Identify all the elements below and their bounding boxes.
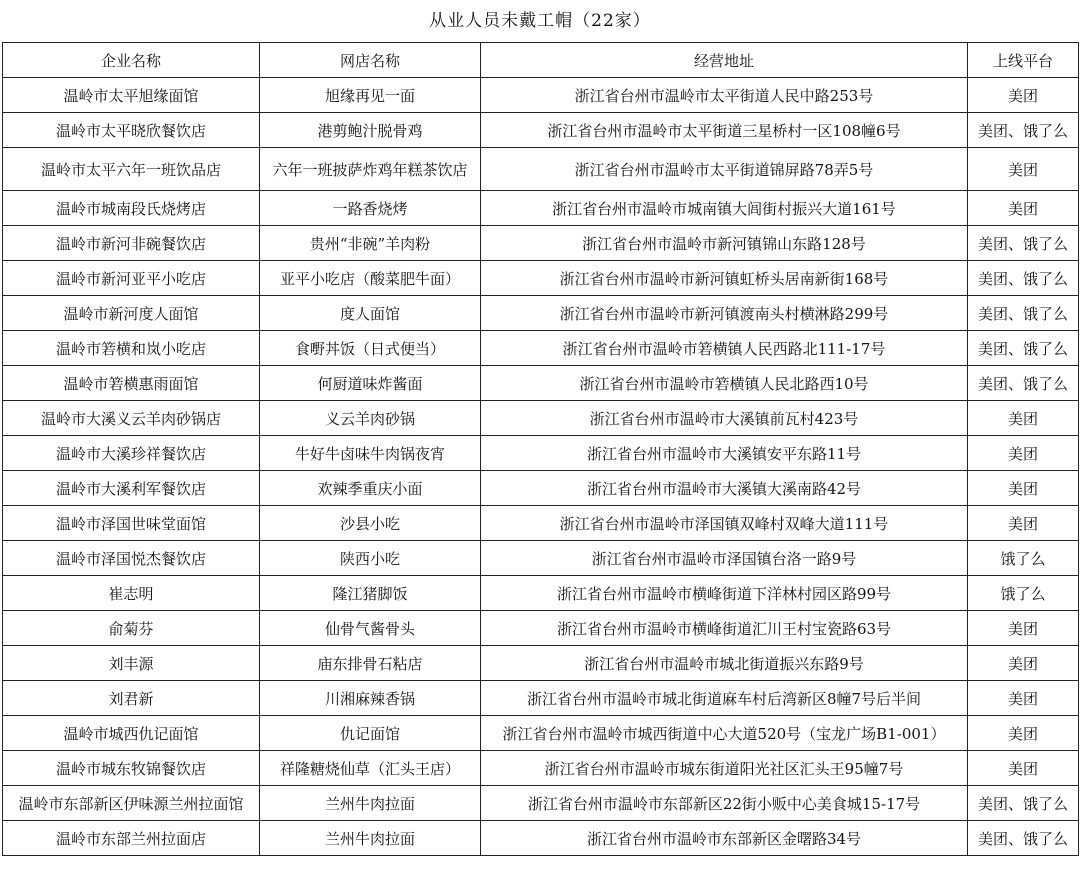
cell-address: 浙江省台州市温岭市东部新区金曙路34号 <box>481 821 968 856</box>
cell-shop-name: 亚平小吃店（酸菜肥牛面） <box>260 261 481 296</box>
cell-platform: 美团 <box>968 611 1079 646</box>
table-row <box>3 786 1079 821</box>
cell-address: 浙江省台州市温岭市城北街道麻车村后湾新区8幢7号后半间 <box>481 681 968 716</box>
table-row <box>3 576 1079 611</box>
cell-enterprise-name: 温岭市箬横和岚小吃店 <box>3 331 260 366</box>
cell-platform: 美团 <box>968 78 1079 113</box>
cell-shop-name: 欢辣季重庆小面 <box>260 471 481 506</box>
cell-address: 浙江省台州市温岭市大溪镇安平东路11号 <box>481 436 968 471</box>
cell-enterprise-name: 温岭市太平晓欣餐饮店 <box>3 113 260 148</box>
cell-address: 浙江省台州市温岭市新河镇虹桥头居南新街168号 <box>481 261 968 296</box>
cell-shop-name: 牛好牛卤味牛肉锅夜宵 <box>260 436 481 471</box>
table-row <box>3 78 1079 113</box>
cell-address: 浙江省台州市温岭市城南镇大闾街村振兴大道161号 <box>481 191 968 226</box>
cell-enterprise-name: 温岭市城东牧锦餐饮店 <box>3 751 260 786</box>
table-row <box>3 331 1079 366</box>
cell-address: 浙江省台州市温岭市大溪镇前瓦村423号 <box>481 401 968 436</box>
cell-address: 浙江省台州市温岭市箬横镇人民北路西10号 <box>481 366 968 401</box>
cell-enterprise-name: 温岭市大溪利军餐饮店 <box>3 471 260 506</box>
cell-platform: 美团、饿了么 <box>968 261 1079 296</box>
cell-address: 浙江省台州市温岭市东部新区22街小贩中心美食城15-17号 <box>481 786 968 821</box>
cell-platform: 美团、饿了么 <box>968 226 1079 261</box>
cell-platform: 美团 <box>968 716 1079 751</box>
cell-address: 浙江省台州市温岭市太平街道三星桥村一区108幢6号 <box>481 113 968 148</box>
cell-enterprise-name: 俞菊芬 <box>3 611 260 646</box>
cell-address: 浙江省台州市温岭市太平街道人民中路253号 <box>481 78 968 113</box>
table-row <box>3 716 1079 751</box>
cell-platform: 美团 <box>968 148 1079 191</box>
cell-platform: 美团 <box>968 681 1079 716</box>
table-row <box>3 366 1079 401</box>
cell-platform: 美团 <box>968 191 1079 226</box>
table-body <box>3 78 1079 856</box>
table-row <box>3 541 1079 576</box>
cell-platform: 美团 <box>968 436 1079 471</box>
cell-address: 浙江省台州市温岭市横峰街道下洋林村园区路99号 <box>481 576 968 611</box>
cell-shop-name: 祥隆糖烧仙草（汇头王店） <box>260 751 481 786</box>
cell-address: 浙江省台州市温岭市泽国镇双峰村双峰大道111号 <box>481 506 968 541</box>
cell-shop-name: 何厨道味炸酱面 <box>260 366 481 401</box>
table-row <box>3 148 1079 191</box>
cell-address: 浙江省台州市温岭市太平街道锦屏路78弄5号 <box>481 148 968 191</box>
cell-platform: 美团 <box>968 506 1079 541</box>
cell-platform: 饿了么 <box>968 576 1079 611</box>
cell-platform: 美团、饿了么 <box>968 366 1079 401</box>
cell-enterprise-name: 刘丰源 <box>3 646 260 681</box>
cell-enterprise-name: 温岭市泽国悦杰餐饮店 <box>3 541 260 576</box>
cell-platform: 美团、饿了么 <box>968 786 1079 821</box>
cell-address: 浙江省台州市温岭市城北街道振兴东路9号 <box>481 646 968 681</box>
cell-platform: 美团、饿了么 <box>968 821 1079 856</box>
cell-shop-name: 川湘麻辣香锅 <box>260 681 481 716</box>
cell-enterprise-name: 温岭市大溪义云羊肉砂锅店 <box>3 401 260 436</box>
cell-shop-name: 旭缘再见一面 <box>260 78 481 113</box>
cell-enterprise-name: 温岭市太平六年一班饮品店 <box>3 148 260 191</box>
cell-platform: 美团 <box>968 401 1079 436</box>
cell-shop-name: 义云羊肉砂锅 <box>260 401 481 436</box>
cell-enterprise-name: 温岭市太平旭缘面馆 <box>3 78 260 113</box>
cell-shop-name: 食嘢丼饭（日式便当） <box>260 331 481 366</box>
cell-platform: 美团 <box>968 751 1079 786</box>
cell-platform: 美团、饿了么 <box>968 331 1079 366</box>
cell-platform: 美团、饿了么 <box>968 296 1079 331</box>
cell-shop-name: 庙东排骨石粘店 <box>260 646 481 681</box>
cell-shop-name: 陕西小吃 <box>260 541 481 576</box>
table-row <box>3 471 1079 506</box>
cell-address: 浙江省台州市温岭市城西街道中心大道520号（宝龙广场B1-001） <box>481 716 968 751</box>
cell-shop-name: 仇记面馆 <box>260 716 481 751</box>
cell-shop-name: 贵州“非碗”羊肉粉 <box>260 226 481 261</box>
table-row <box>3 751 1079 786</box>
cell-platform: 美团 <box>968 646 1079 681</box>
cell-enterprise-name: 刘君新 <box>3 681 260 716</box>
table-row <box>3 401 1079 436</box>
cell-address: 浙江省台州市温岭市新河镇渡南头村横淋路299号 <box>481 296 968 331</box>
table-title: 从业人员未戴工帽（22家） <box>429 11 651 31</box>
cell-enterprise-name: 温岭市新河度人面馆 <box>3 296 260 331</box>
cell-shop-name: 沙县小吃 <box>260 506 481 541</box>
cell-address: 浙江省台州市温岭市新河镇锦山东路128号 <box>481 226 968 261</box>
cell-address: 浙江省台州市温岭市大溪镇大溪南路42号 <box>481 471 968 506</box>
header-row <box>3 43 1079 78</box>
cell-enterprise-name: 温岭市箬横惠雨面馆 <box>3 366 260 401</box>
table-row <box>3 681 1079 716</box>
data-table <box>2 42 1079 856</box>
cell-enterprise-name: 温岭市大溪珍祥餐饮店 <box>3 436 260 471</box>
cell-enterprise-name: 温岭市城西仇记面馆 <box>3 716 260 751</box>
table-row <box>3 506 1079 541</box>
cell-address: 浙江省台州市温岭市城东街道阳光社区汇头王95幢7号 <box>481 751 968 786</box>
cell-enterprise-name: 温岭市东部新区伊味源兰州拉面馆 <box>3 786 260 821</box>
cell-platform: 美团、饿了么 <box>968 113 1079 148</box>
cell-address: 浙江省台州市温岭市横峰街道汇川王村宝瓷路63号 <box>481 611 968 646</box>
table-row <box>3 821 1079 856</box>
table-row <box>3 113 1079 148</box>
cell-address: 浙江省台州市温岭市泽国镇台洛一路9号 <box>481 541 968 576</box>
table-row <box>3 646 1079 681</box>
cell-enterprise-name: 崔志明 <box>3 576 260 611</box>
table-row <box>3 296 1079 331</box>
cell-enterprise-name: 温岭市新河非碗餐饮店 <box>3 226 260 261</box>
cell-enterprise-name: 温岭市泽国世味堂面馆 <box>3 506 260 541</box>
table-row <box>3 261 1079 296</box>
cell-shop-name: 隆江猪脚饭 <box>260 576 481 611</box>
header-platform: 上线平台 <box>968 43 1079 78</box>
cell-shop-name: 兰州牛肉拉面 <box>260 786 481 821</box>
cell-shop-name: 六年一班披萨炸鸡年糕茶饮店 <box>260 148 481 191</box>
cell-shop-name: 兰州牛肉拉面 <box>260 821 481 856</box>
cell-enterprise-name: 温岭市新河亚平小吃店 <box>3 261 260 296</box>
header-enterprise-name: 企业名称 <box>3 43 260 78</box>
cell-address: 浙江省台州市温岭市箬横镇人民西路北111-17号 <box>481 331 968 366</box>
cell-shop-name: 港剪鲍汁脱骨鸡 <box>260 113 481 148</box>
table-row <box>3 191 1079 226</box>
header-shop-name: 网店名称 <box>260 43 481 78</box>
table-row <box>3 611 1079 646</box>
cell-enterprise-name: 温岭市城南段氏烧烤店 <box>3 191 260 226</box>
cell-platform: 美团 <box>968 471 1079 506</box>
cell-shop-name: 度人面馆 <box>260 296 481 331</box>
cell-shop-name: 仙骨气酱骨头 <box>260 611 481 646</box>
cell-enterprise-name: 温岭市东部兰州拉面店 <box>3 821 260 856</box>
header-address: 经营地址 <box>481 43 968 78</box>
table-row <box>3 436 1079 471</box>
cell-shop-name: 一路香烧烤 <box>260 191 481 226</box>
table-row <box>3 226 1079 261</box>
cell-platform: 饿了么 <box>968 541 1079 576</box>
